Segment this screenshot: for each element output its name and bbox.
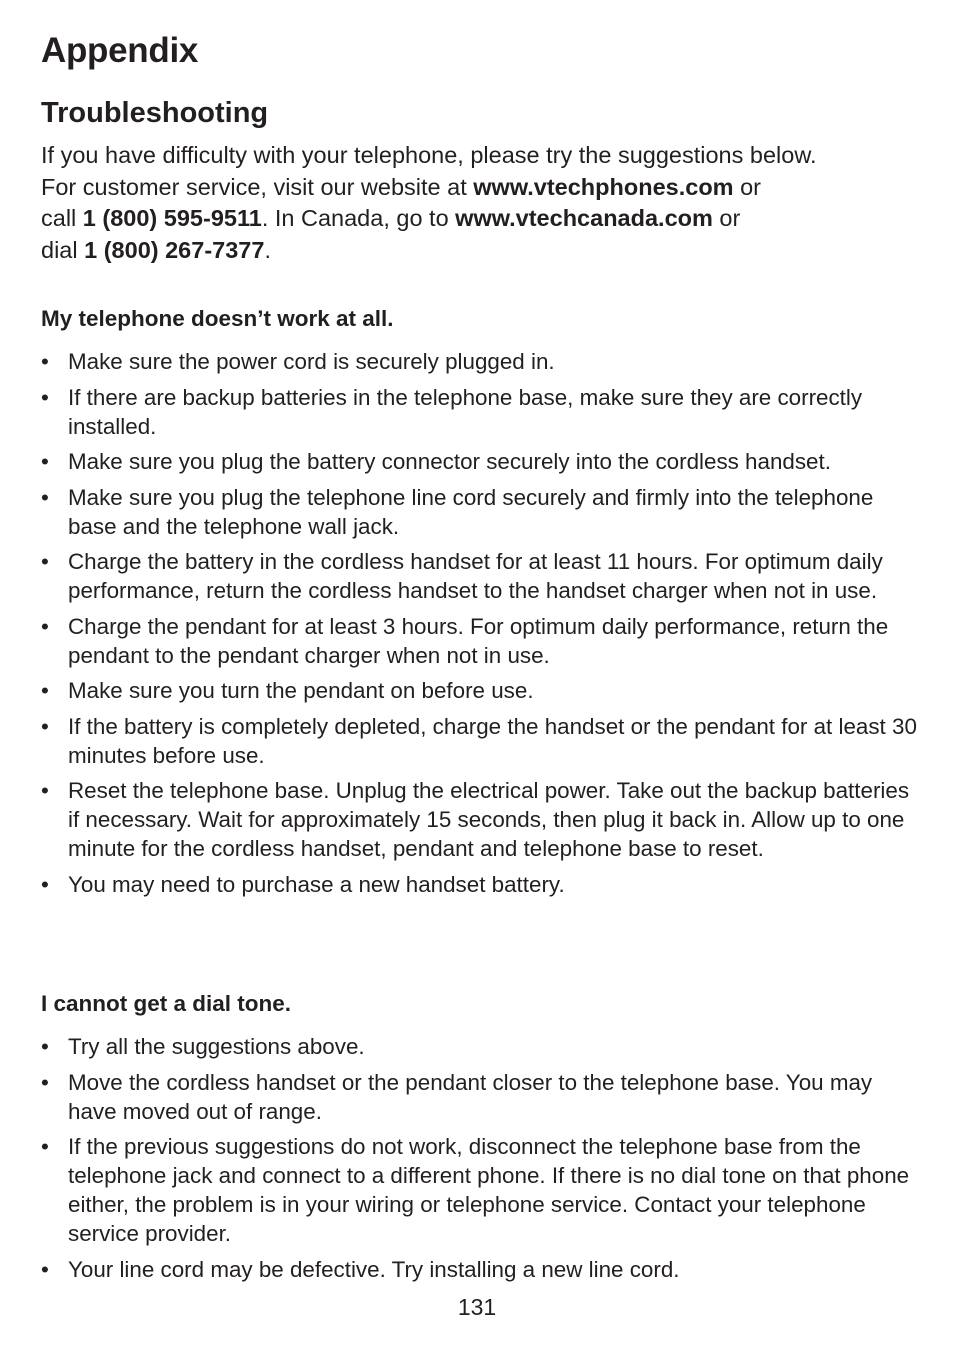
list-item	[41, 483, 921, 541]
list-item-text: If the previous suggestions do not work, disconnect the telephone base from the telephone jack and connect to a different phone. If there is no dial tone on that phone either, the problem is in your wiring or telephone service. Contact your telephone service provider.	[68, 1134, 910, 1246]
bullet-icon: •	[41, 1034, 49, 1059]
list-item	[41, 870, 921, 899]
bullet-icon: •	[41, 713, 49, 739]
list-item-text: Make sure you plug the battery connector securely into the cordless handset.	[68, 449, 831, 474]
list-item	[41, 712, 921, 770]
bullet-icon: •	[41, 778, 49, 803]
bullet-icon: •	[41, 678, 49, 703]
list-item	[41, 347, 921, 376]
list-item	[41, 612, 921, 670]
list-item	[41, 1068, 921, 1126]
list-item	[41, 547, 921, 605]
intro-text: dial	[41, 236, 85, 263]
list-item-text: If the battery is completely depleted, charge the handset or the pendant for at least 30 minutes before use.	[68, 713, 917, 768]
list-item-text: You may need to purchase a new handset battery.	[68, 871, 565, 897]
list-item-text: If there are backup batteries in the telephone base, make sure they are correctly installed.	[68, 384, 863, 439]
website-us-link[interactable]: www.vtechphones.com	[473, 173, 734, 200]
bullet-icon: •	[41, 484, 49, 510]
list-item-text: Move the cordless handset or the pendant closer to the telephone base. You may have moved out of range.	[68, 1069, 873, 1124]
bullet-list-no-dial-tone	[41, 1032, 921, 1290]
list-item	[41, 1032, 921, 1061]
bullet-icon: •	[41, 549, 49, 574]
bullet-icon: •	[41, 384, 49, 410]
list-item-text: Your line cord may be defective. Try installing a new line cord.	[68, 1256, 680, 1282]
list-item	[41, 676, 921, 705]
intro-text: For customer service, visit our website at	[41, 173, 474, 200]
page-title: Appendix	[41, 31, 199, 70]
phone-us: 1 (800) 595-9511	[82, 205, 262, 232]
intro-text: . In Canada, go to	[261, 205, 456, 232]
list-item-text: Make sure the power cord is securely plugged in.	[68, 349, 555, 374]
subheading-no-work: My telephone doesn’t work at all.	[41, 306, 394, 331]
list-item-text: Try all the suggestions above.	[68, 1034, 365, 1059]
bullet-icon: •	[41, 871, 49, 897]
intro-text: or	[733, 173, 762, 200]
bullet-icon: •	[41, 1256, 49, 1282]
list-item	[41, 776, 921, 863]
bullet-list-no-work	[41, 347, 921, 905]
intro-text: .	[264, 236, 271, 263]
intro-paragraph	[41, 140, 921, 266]
bullet-icon: •	[41, 349, 49, 374]
list-item	[41, 1132, 921, 1248]
phone-ca: 1 (800) 267-7377	[84, 236, 265, 263]
list-item	[41, 1255, 921, 1284]
website-ca-link[interactable]: www.vtechcanada.com	[455, 205, 713, 232]
list-item-text: Make sure you plug the telephone line cord securely and firmly into the telephone base and the telephone wall jack.	[68, 484, 874, 539]
bullet-icon: •	[41, 449, 49, 474]
bullet-icon: •	[41, 1069, 49, 1095]
section-title: Troubleshooting	[41, 97, 269, 129]
bullet-icon: •	[41, 613, 49, 639]
list-item-text: Charge the pendant for at least 3 hours. For optimum daily performance, return the pendant to the pendant charger when not in use.	[68, 613, 889, 668]
list-item-text: Charge the battery in the cordless handset for at least 11 hours. For optimum daily performance, return the cordless handset to the handset charger when not in use.	[68, 549, 883, 603]
bullet-icon: •	[41, 1134, 49, 1159]
list-item-text: Make sure you turn the pendant on before use.	[68, 678, 534, 703]
subheading-no-dial-tone: I cannot get a dial tone.	[41, 991, 292, 1016]
intro-text: or	[712, 205, 741, 232]
list-item	[41, 447, 921, 476]
intro-text: If you have difficulty with your telephone, please try the suggestions below.	[41, 142, 817, 168]
page-number: 131	[457, 1294, 497, 1320]
list-item	[41, 383, 921, 441]
intro-text: call	[41, 205, 83, 232]
list-item-text: Reset the telephone base. Unplug the electrical power. Take out the backup batteries if necessary. Wait for approximately 15 seconds, then plug it back in. Allow up to one minute for the cordless handset, pendant and telephone base to reset.	[68, 778, 910, 861]
